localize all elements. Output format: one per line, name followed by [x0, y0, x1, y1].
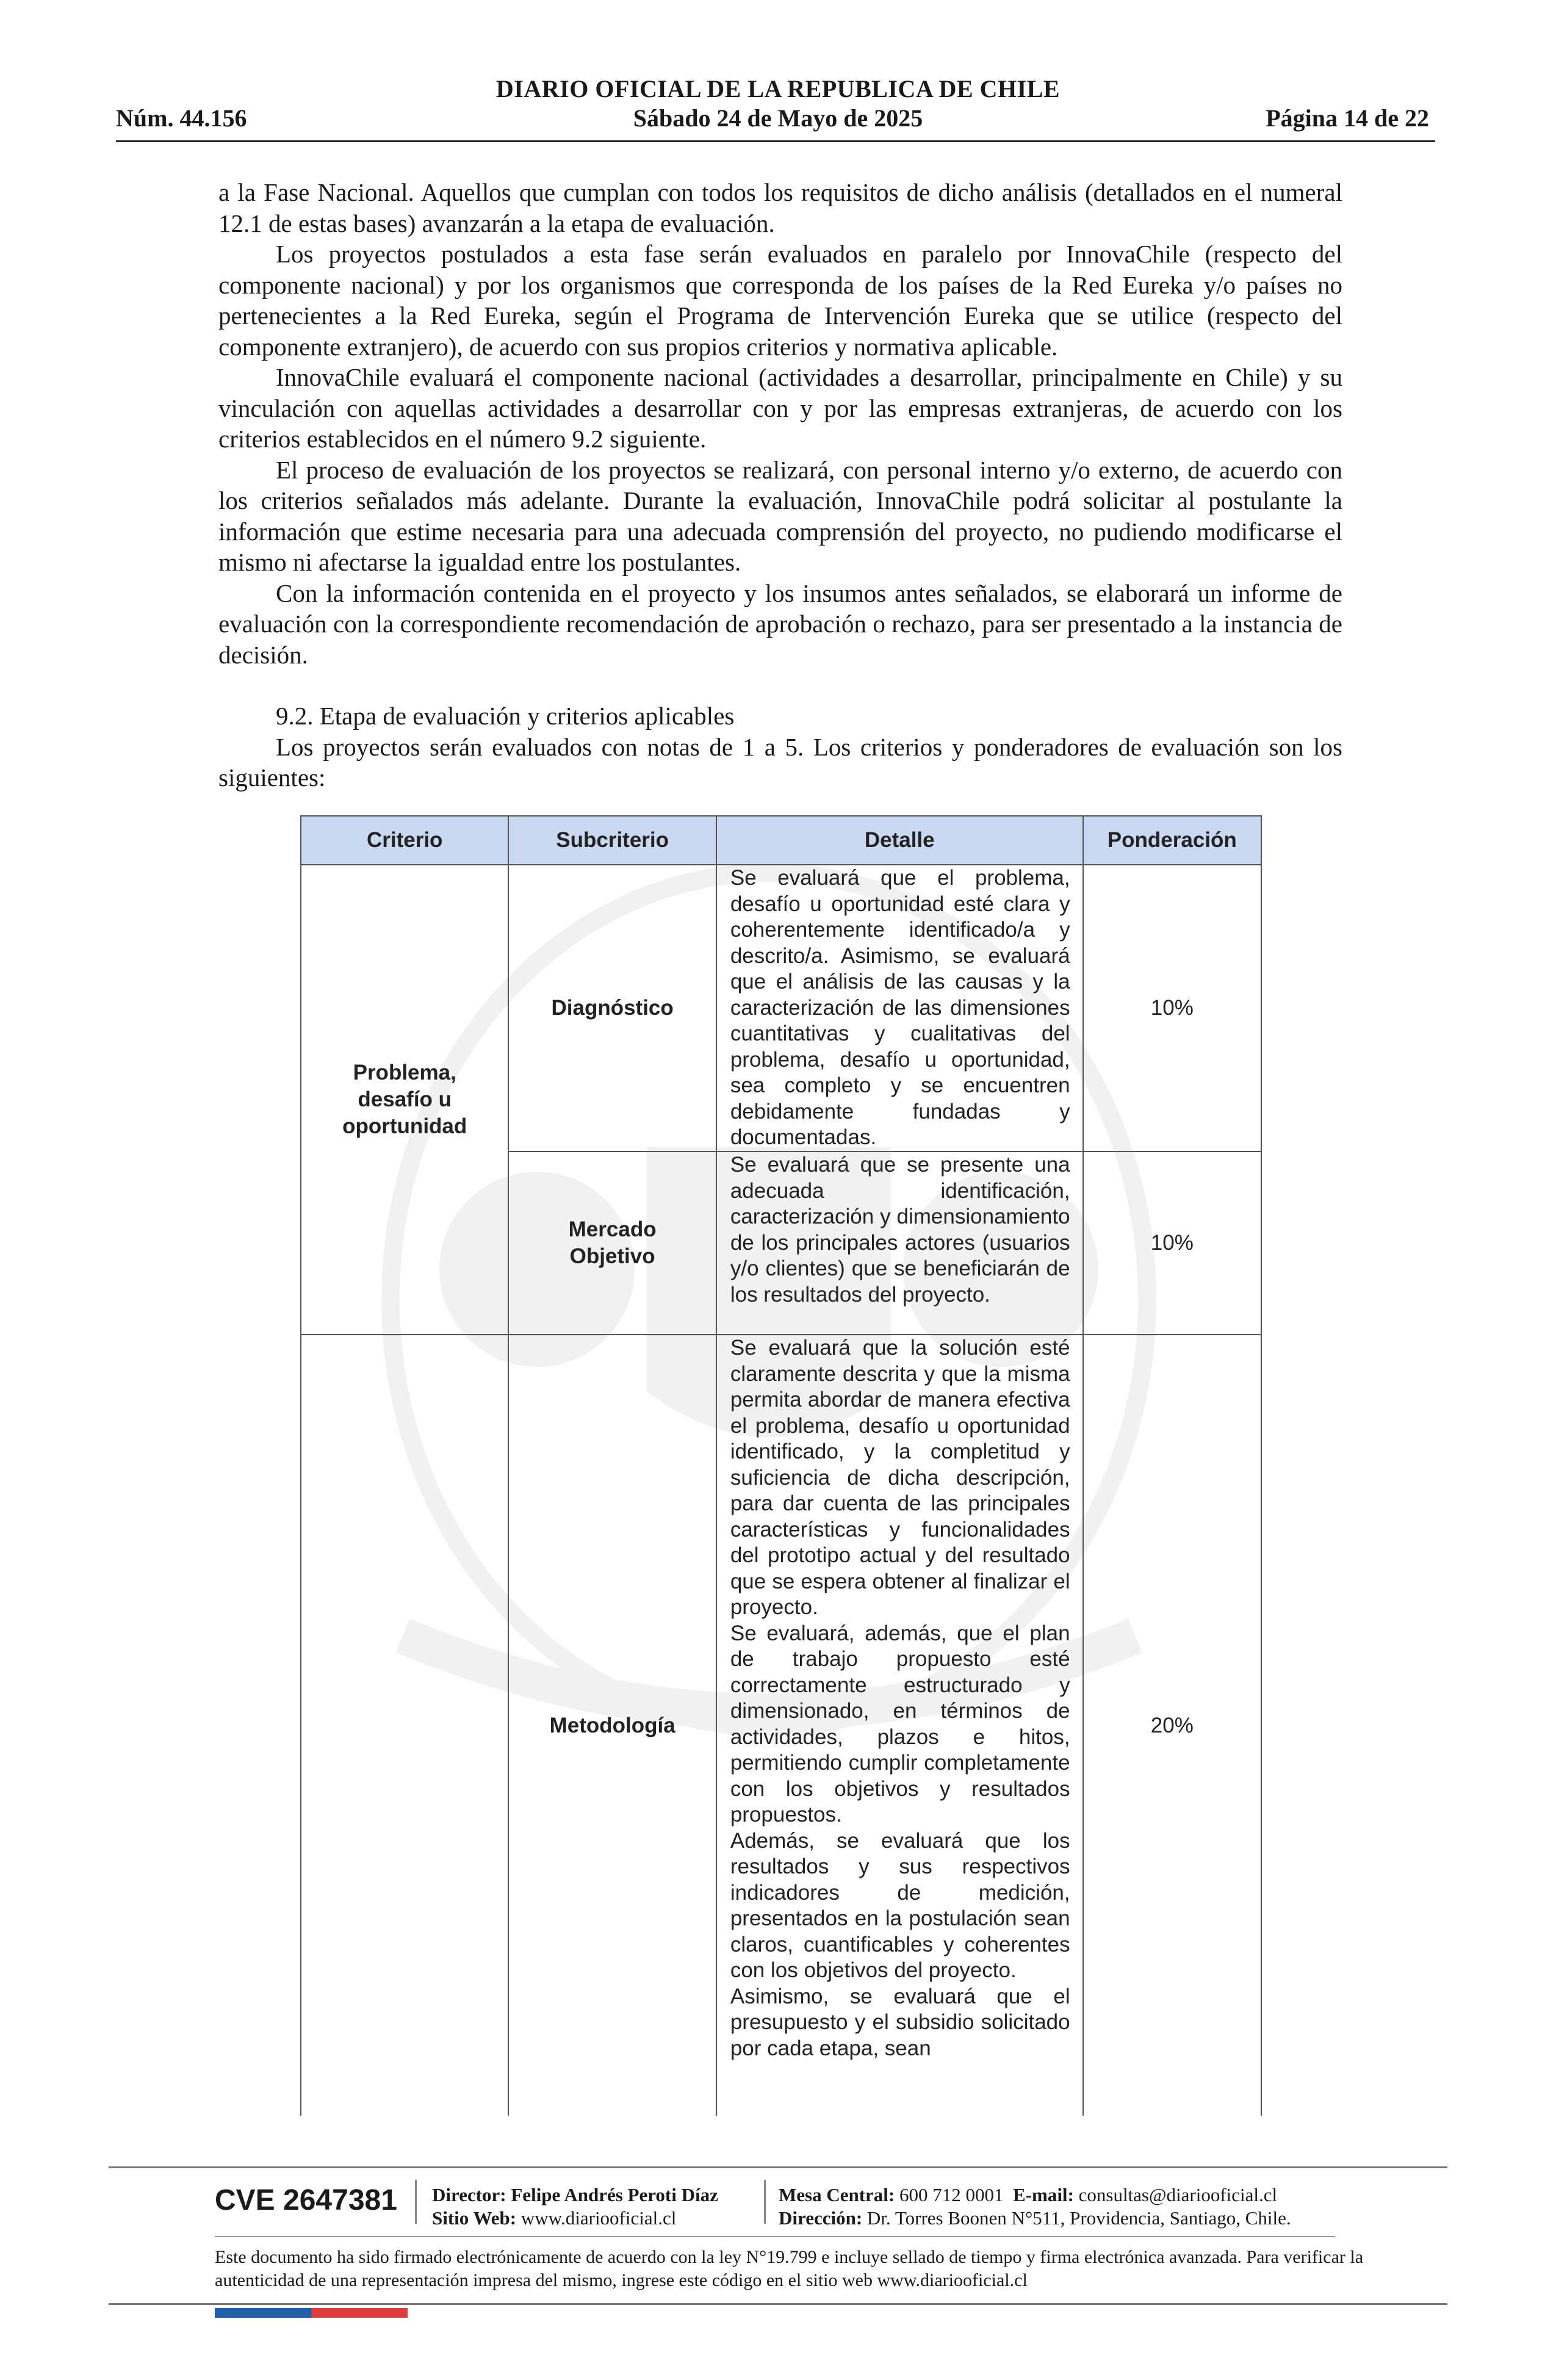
- page-number: Página 14 de 22: [1266, 104, 1429, 132]
- footer-rule: [109, 2303, 1447, 2305]
- detail-text: Se evaluará que la solución esté claramente descrita y que la misma permita abordar de manera efectiva el problema, desafío u oportunidad identificado, y la completitud y suficiencia de dicha descripción, para dar cuenta de las principales características y funcionalidades del prototipo actual y del resultado que se espera obtener al finalizar el proyecto.: [730, 1336, 1070, 1619]
- paragraph-1: a la Fase Nacional. Aquellos que cumplan con todos los requisitos de dicho análisis (detallados en el numeral 12.1 de estas bases) avanzarán a la etapa de evaluación.: [218, 178, 1342, 237]
- footer-divider: [415, 2180, 417, 2224]
- section-heading: 9.2. Etapa de evaluación y criterios aplicables: [276, 702, 735, 730]
- subcriterion-cell: [508, 1152, 716, 1335]
- detail-text: Se evaluará que se presente una adecuada identificación, caracterización y dimensionamiento de los principales actores (usuarios y/o clientes) que se beneficiarán de los resultados del proyecto.: [730, 1153, 1070, 1307]
- table-row: [301, 1335, 1261, 2116]
- footer-divider: [764, 2180, 766, 2224]
- detail-text: Se evaluará, además, que el plan de trabajo propuesto esté correctamente estructurado y dimensionado, en términos de actividades, plazos e hitos, permitiendo cumplir completamente con los objetivos y resultados propuestos.: [730, 1621, 1070, 1826]
- paragraph-4: El proceso de evaluación de los proyectos se realizará, con personal interno y/o externo, de acuerdo con los criterios señalados más adelante. Durante la evaluación, InnovaChile podrá solicitar al postulante la información que estime necesaria para una adecuada comprensión del proyecto, no pudiendo modificarse el mismo ni afectarse la igualdad entre los postulantes.: [218, 455, 1342, 576]
- subcriterion-cell: Diagnóstico: [508, 865, 716, 1152]
- detail-cell: [716, 1335, 1083, 2116]
- criterion-cell: [301, 865, 508, 1335]
- detail-text: Asimismo, se evaluará que el presupuesto y el subsidio solicitado por cada etapa, sean: [730, 1984, 1070, 2060]
- flag-bar-blue: [215, 2308, 311, 2318]
- address-label: Dirección:: [779, 2207, 863, 2229]
- column-header: Ponderación: [1083, 816, 1261, 865]
- director-block: [432, 2183, 718, 2230]
- paragraph-5: Con la información contenida en el proyecto y los insumos antes señalados, se elaborará un informe de evaluación con la correspondiente recomendación de aprobación o rechazo, para ser presentado a la instancia de decisión.: [218, 579, 1342, 669]
- email-label: E-mail:: [1013, 2184, 1074, 2205]
- subcriterion-cell: Metodología: [508, 1335, 716, 2116]
- criterion-cell: [301, 1335, 508, 2116]
- weight-cell: 20%: [1083, 1335, 1261, 2116]
- detail-text: Además, se evaluará que los resultados y sus respectivos indicadores de medición, presentados en la postulación sean claros, cuantificables y coherentes con los objetivos del proyecto.: [730, 1828, 1070, 1982]
- paragraph-2: Los proyectos postulados a esta fase serán evaluados en paralelo por InnovaChile (respecto del componente nacional) y por los organismos que corresponda de los países de la Red Eureka y/o países no pertenecientes a la Red Eureka, según el Programa de Intervención Eureka que se utilice (respecto del componente extranjero), de acuerdo con sus propios criterios y normativa aplicable.: [218, 240, 1342, 361]
- subcriterion-label: Mercado Objetivo: [568, 1217, 657, 1268]
- mesa-label: Mesa Central:: [779, 2184, 895, 2205]
- detail-text: Se evaluará que el problema, desafío u oportunidad esté clara y coherentemente identificado/a y descrito/a. Asimismo, se evaluará que el análisis de las causas y la caracterización de las dimensiones cuantitativas y cualitativas del problema, desafío u oportunidad, sea completo y se encuentren debidamente fundadas y documentadas.: [730, 866, 1070, 1149]
- paragraph-3: InnovaChile evaluará el componente nacional (actividades a desarrollar, principalmente en Chile) y su vinculación con aquellas actividades a desarrollar con y por las empresas extranjeras, de acuerdo con los criterios establecidos en el número 9.2 siguiente.: [218, 363, 1342, 453]
- header-rule: [116, 140, 1435, 142]
- flag-bar-red: [311, 2308, 408, 2318]
- issue-date: Sábado 24 de Mayo de 2025: [633, 104, 923, 132]
- column-header: Criterio: [301, 816, 508, 865]
- director-name: Felipe Andrés Peroti Díaz: [511, 2184, 718, 2205]
- site-link[interactable]: www.diariooficial.cl: [520, 2207, 677, 2229]
- weight-cell: 10%: [1083, 1152, 1261, 1335]
- address-value: Dr. Torres Boonen N°511, Providencia, Santiago, Chile.: [866, 2207, 1291, 2229]
- cve-code: CVE 2647381: [215, 2184, 397, 2216]
- table-row: [301, 865, 1261, 1152]
- column-header: Subcriterio: [508, 816, 716, 865]
- contact-block: [779, 2183, 1291, 2230]
- evaluation-criteria-table: [300, 815, 1262, 2116]
- newspaper-title: DIARIO OFICIAL DE LA REPUBLICA DE CHILE: [495, 75, 1061, 103]
- email-link[interactable]: consultas@diariooficial.cl: [1078, 2184, 1278, 2205]
- detail-cell: [716, 1152, 1083, 1335]
- column-header: Detalle: [716, 816, 1083, 865]
- issue-number: Núm. 44.156: [116, 104, 247, 132]
- paragraph-6: Los proyectos serán evaluados con notas de 1 a 5. Los criterios y ponderadores de evaluación son los siguientes:: [218, 732, 1342, 792]
- footer-rule: [109, 2166, 1447, 2168]
- legal-notice: Este documento ha sido firmado electrónicamente de acuerdo con la ley N°19.799 e incluye sellado de tiempo y firma electrónica avanzada. Para verificar la autenticidad de una representación impresa del mismo, ingrese este código en el sitio web www.diariooficial.cl: [215, 2247, 1364, 2290]
- detail-cell: [716, 865, 1083, 1152]
- table-header-row: [301, 816, 1261, 865]
- article-body: [218, 177, 1342, 793]
- criterion-label: Problema, desafío u oportunidad: [342, 1061, 467, 1138]
- director-label: Director:: [432, 2184, 506, 2205]
- weight-cell: 10%: [1083, 865, 1261, 1152]
- footer-rule: [215, 2236, 1335, 2237]
- site-label: Sitio Web:: [432, 2207, 517, 2229]
- mesa-phone: 600 712 0001: [899, 2184, 1004, 2205]
